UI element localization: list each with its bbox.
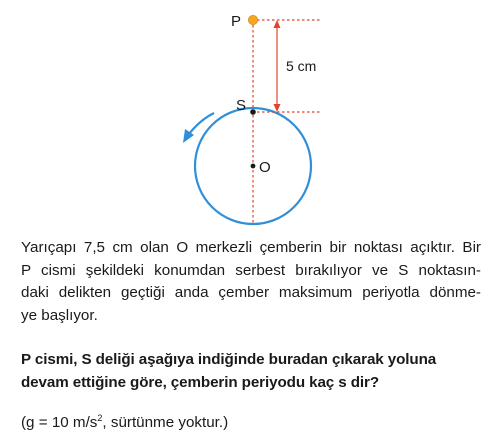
label-distance: 5 cm (286, 58, 317, 74)
ball-p (248, 15, 257, 24)
intro-line: ye başlıyor. (21, 306, 98, 324)
given-values-note (21, 412, 481, 435)
note-exponent: 2 (97, 413, 103, 423)
dimension-arrow (274, 20, 281, 112)
label-s: S (236, 97, 247, 114)
center-o (251, 164, 256, 169)
label-p: P (231, 13, 242, 30)
note-prefix: (g = 10 m/s (21, 414, 98, 431)
note-suffix: , sürtünme yoktur.) (102, 414, 229, 431)
intro-line: P cismi şekildeki konumdan serbest bırakılıyor ve S noktasın- (21, 261, 481, 279)
question-line: P cismi, S deliği aşağıya indiğinde buradan çıkarak yoluna (21, 351, 437, 368)
intro-line: daki delikten geçtiği anda çember maksimum periyotla dönme- (21, 284, 481, 301)
label-o: O (259, 159, 271, 176)
question-text (21, 349, 481, 394)
problem-description (21, 237, 481, 327)
point-s (250, 109, 256, 115)
question-line: devam ettiğine göre, çemberin periyodu kaç s dir? (21, 373, 380, 391)
intro-line: Yarıçapı 7,5 cm olan O merkezli çemberin bir noktası açıktır. Bir (21, 239, 481, 256)
